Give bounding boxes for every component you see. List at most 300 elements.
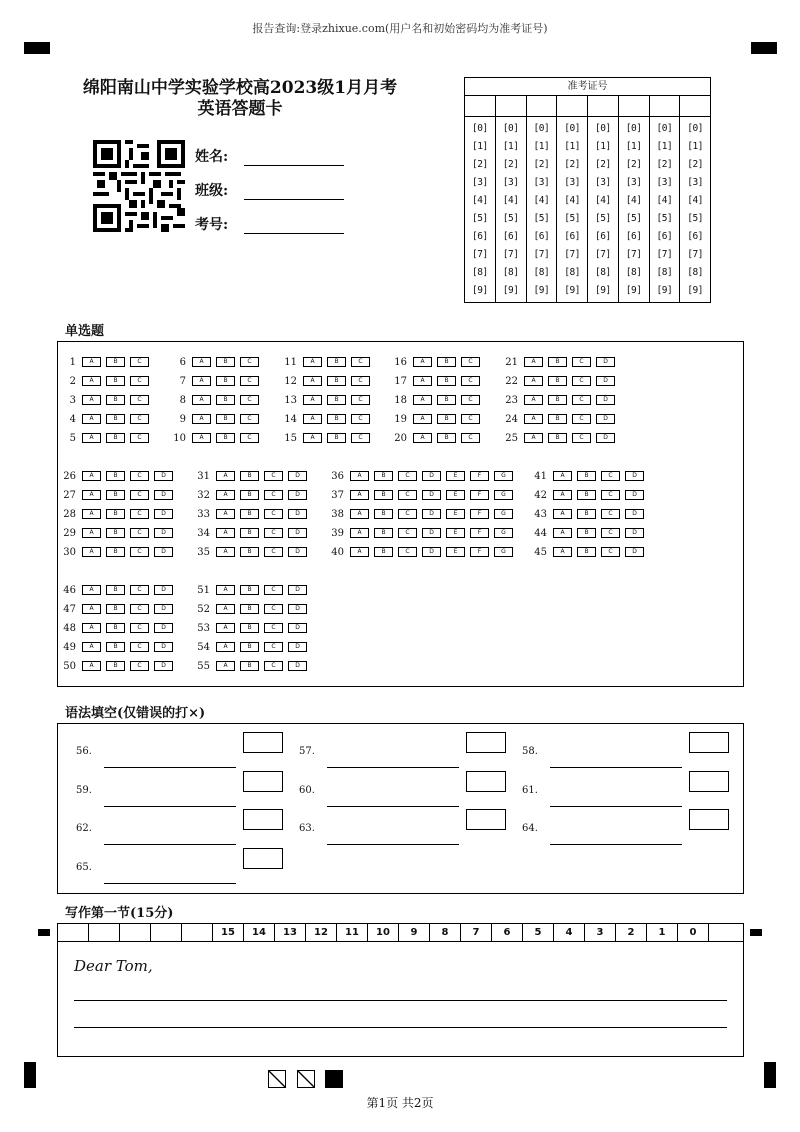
- answer-bubble-c[interactable]: C: [264, 661, 283, 671]
- answer-bubble-a[interactable]: A: [192, 433, 211, 443]
- exam-id-digit-bubble[interactable]: [0]: [595, 123, 611, 134]
- answer-bubble-a[interactable]: A: [553, 509, 572, 519]
- exam-id-digit-bubble[interactable]: [8]: [502, 267, 519, 278]
- answer-bubble-b[interactable]: B: [548, 357, 567, 367]
- exam-id-digit-bubble[interactable]: [2]: [656, 159, 673, 170]
- grammar-mark-box[interactable]: [466, 809, 506, 830]
- grammar-answer-line[interactable]: [104, 883, 236, 884]
- answer-bubble-a[interactable]: A: [82, 471, 101, 481]
- answer-bubble-a[interactable]: A: [216, 642, 235, 652]
- answer-bubble-c[interactable]: C: [264, 471, 283, 481]
- exam-id-digit-bubble[interactable]: [8]: [656, 267, 673, 278]
- answer-bubble-b[interactable]: B: [240, 604, 259, 614]
- answer-bubble-c[interactable]: C: [398, 547, 417, 557]
- answer-bubble-a[interactable]: A: [192, 357, 211, 367]
- score-cell[interactable]: 6: [492, 924, 523, 941]
- answer-bubble-b[interactable]: B: [106, 642, 125, 652]
- exam-id-digit-bubble[interactable]: [2]: [564, 159, 580, 170]
- answer-bubble-a[interactable]: A: [350, 528, 369, 538]
- score-cell[interactable]: 5: [523, 924, 554, 941]
- exam-id-digit-bubble[interactable]: [1]: [533, 141, 550, 152]
- answer-bubble-a[interactable]: A: [524, 433, 543, 443]
- answer-bubble-b[interactable]: B: [374, 528, 393, 538]
- exam-id-digit-bubble[interactable]: [9]: [595, 285, 611, 296]
- exam-id-digit-bubble[interactable]: [1]: [564, 141, 580, 152]
- answer-bubble-b[interactable]: B: [106, 623, 125, 633]
- answer-bubble-a[interactable]: A: [350, 547, 369, 557]
- answer-bubble-f[interactable]: F: [470, 509, 489, 519]
- exam-id-digit-bubble[interactable]: [4]: [687, 195, 703, 206]
- class-line[interactable]: [244, 186, 344, 200]
- exam-id-digit-bubble[interactable]: [8]: [533, 267, 550, 278]
- writing-line[interactable]: [74, 1027, 727, 1028]
- exam-id-digit-bubble[interactable]: [4]: [625, 195, 642, 206]
- answer-bubble-c[interactable]: C: [130, 357, 149, 367]
- answer-bubble-c[interactable]: C: [240, 433, 259, 443]
- answer-bubble-b[interactable]: B: [437, 395, 456, 405]
- class-field[interactable]: [195, 180, 344, 200]
- exam-id-digit-bubble[interactable]: [7]: [564, 249, 580, 260]
- exam-id-digit-bubble[interactable]: [6]: [564, 231, 580, 242]
- exam-id-digit-bubble[interactable]: [0]: [656, 123, 673, 134]
- answer-bubble-c[interactable]: C: [130, 376, 149, 386]
- exam-id-digit-bubble[interactable]: [4]: [595, 195, 611, 206]
- answer-bubble-b[interactable]: B: [106, 395, 125, 405]
- answer-bubble-c[interactable]: C: [572, 433, 591, 443]
- answer-bubble-a[interactable]: A: [303, 433, 322, 443]
- answer-bubble-b[interactable]: B: [577, 509, 596, 519]
- answer-bubble-d[interactable]: D: [288, 661, 307, 671]
- answer-bubble-e[interactable]: E: [446, 471, 465, 481]
- exam-id-digit-box[interactable]: [680, 96, 710, 116]
- answer-bubble-c[interactable]: C: [264, 490, 283, 500]
- exam-id-digit-bubble[interactable]: [9]: [564, 285, 580, 296]
- exam-id-digit-box[interactable]: [496, 96, 527, 116]
- answer-bubble-b[interactable]: B: [240, 528, 259, 538]
- answer-bubble-b[interactable]: B: [327, 414, 346, 424]
- answer-bubble-d[interactable]: D: [422, 490, 441, 500]
- exam-id-digit-bubble[interactable]: [1]: [656, 141, 673, 152]
- exam-id-digit-bubble[interactable]: [5]: [502, 213, 519, 224]
- answer-bubble-e[interactable]: E: [446, 547, 465, 557]
- name-field[interactable]: [195, 146, 344, 166]
- exam-id-digit-bubble[interactable]: [3]: [564, 177, 580, 188]
- grammar-mark-box[interactable]: [689, 771, 729, 792]
- exam-id-digit-bubble[interactable]: [2]: [533, 159, 550, 170]
- exam-id-digit-bubble[interactable]: [4]: [502, 195, 519, 206]
- exam-id-digit-bubble[interactable]: [7]: [502, 249, 519, 260]
- exam-id-digit-bubble[interactable]: [7]: [595, 249, 611, 260]
- answer-bubble-c[interactable]: C: [398, 528, 417, 538]
- exam-id-digit-bubble[interactable]: [1]: [687, 141, 703, 152]
- exam-id-digit-bubble[interactable]: [0]: [625, 123, 642, 134]
- score-cell[interactable]: 1: [647, 924, 678, 941]
- grammar-mark-box[interactable]: [689, 732, 729, 753]
- exam-id-digit-bubble[interactable]: [1]: [595, 141, 611, 152]
- answer-bubble-d[interactable]: D: [288, 623, 307, 633]
- exam-id-digit-bubble[interactable]: [4]: [472, 195, 488, 206]
- answer-bubble-d[interactable]: D: [422, 471, 441, 481]
- answer-bubble-a[interactable]: A: [82, 376, 101, 386]
- answer-bubble-b[interactable]: B: [106, 414, 125, 424]
- exam-id-digit-bubble[interactable]: [8]: [687, 267, 703, 278]
- exam-id-digit-bubble[interactable]: [2]: [472, 159, 488, 170]
- answer-bubble-a[interactable]: A: [350, 471, 369, 481]
- grammar-answer-line[interactable]: [104, 767, 236, 768]
- exam-id-digit-bubble[interactable]: [6]: [625, 231, 642, 242]
- answer-bubble-c[interactable]: C: [130, 528, 149, 538]
- exam-id-digit-bubble[interactable]: [5]: [595, 213, 611, 224]
- exam-id-digit-bubble[interactable]: [4]: [564, 195, 580, 206]
- exam-id-digit-bubble[interactable]: [5]: [625, 213, 642, 224]
- exam-number-field[interactable]: [195, 214, 344, 234]
- answer-bubble-a[interactable]: A: [413, 376, 432, 386]
- answer-bubble-b[interactable]: B: [106, 528, 125, 538]
- answer-bubble-d[interactable]: D: [288, 604, 307, 614]
- answer-bubble-b[interactable]: B: [106, 585, 125, 595]
- answer-bubble-c[interactable]: C: [264, 547, 283, 557]
- answer-bubble-f[interactable]: F: [470, 471, 489, 481]
- exam-id-digit-box[interactable]: [527, 96, 558, 116]
- answer-bubble-d[interactable]: D: [154, 661, 173, 671]
- score-cell[interactable]: 2: [616, 924, 647, 941]
- exam-id-digit-bubble[interactable]: [2]: [595, 159, 611, 170]
- exam-id-digit-box[interactable]: [619, 96, 650, 116]
- answer-bubble-d[interactable]: D: [154, 528, 173, 538]
- exam-id-digit-bubble[interactable]: [3]: [533, 177, 550, 188]
- answer-bubble-c[interactable]: C: [130, 642, 149, 652]
- answer-bubble-b[interactable]: B: [548, 376, 567, 386]
- answer-bubble-b[interactable]: B: [240, 642, 259, 652]
- answer-bubble-a[interactable]: A: [216, 528, 235, 538]
- answer-bubble-a[interactable]: A: [413, 357, 432, 367]
- answer-bubble-a[interactable]: A: [303, 357, 322, 367]
- score-cell[interactable]: 7: [461, 924, 492, 941]
- answer-bubble-a[interactable]: A: [524, 395, 543, 405]
- answer-bubble-d[interactable]: D: [625, 471, 644, 481]
- answer-bubble-a[interactable]: A: [350, 509, 369, 519]
- grammar-mark-box[interactable]: [466, 771, 506, 792]
- exam-id-digit-bubble[interactable]: [8]: [595, 267, 611, 278]
- answer-bubble-d[interactable]: D: [288, 471, 307, 481]
- answer-bubble-a[interactable]: A: [413, 433, 432, 443]
- answer-bubble-c[interactable]: C: [130, 547, 149, 557]
- exam-id-digit-bubble[interactable]: [0]: [687, 123, 703, 134]
- answer-bubble-c[interactable]: C: [264, 585, 283, 595]
- answer-bubble-b[interactable]: B: [216, 433, 235, 443]
- answer-bubble-a[interactable]: A: [303, 395, 322, 405]
- answer-bubble-b[interactable]: B: [548, 414, 567, 424]
- answer-bubble-a[interactable]: A: [82, 623, 101, 633]
- exam-id-digit-box[interactable]: [588, 96, 619, 116]
- name-line[interactable]: [244, 152, 344, 166]
- answer-bubble-b[interactable]: B: [240, 585, 259, 595]
- answer-bubble-d[interactable]: D: [154, 585, 173, 595]
- exam-id-digit-bubble[interactable]: [5]: [687, 213, 703, 224]
- answer-bubble-a[interactable]: A: [413, 395, 432, 405]
- answer-bubble-a[interactable]: A: [192, 395, 211, 405]
- answer-bubble-c[interactable]: C: [601, 490, 620, 500]
- answer-bubble-d[interactable]: D: [288, 585, 307, 595]
- answer-bubble-b[interactable]: B: [240, 623, 259, 633]
- grammar-answer-line[interactable]: [327, 806, 459, 807]
- answer-bubble-d[interactable]: D: [154, 604, 173, 614]
- answer-bubble-b[interactable]: B: [240, 661, 259, 671]
- exam-id-digit-bubble[interactable]: [1]: [472, 141, 488, 152]
- answer-bubble-c[interactable]: C: [130, 585, 149, 595]
- grammar-answer-line[interactable]: [550, 806, 682, 807]
- exam-id-digit-bubble[interactable]: [8]: [564, 267, 580, 278]
- answer-bubble-c[interactable]: C: [398, 471, 417, 481]
- answer-bubble-d[interactable]: D: [596, 414, 615, 424]
- answer-bubble-b[interactable]: B: [577, 547, 596, 557]
- answer-bubble-a[interactable]: A: [82, 661, 101, 671]
- answer-bubble-c[interactable]: C: [461, 395, 480, 405]
- answer-bubble-b[interactable]: B: [327, 376, 346, 386]
- answer-bubble-a[interactable]: A: [82, 490, 101, 500]
- answer-bubble-b[interactable]: B: [327, 357, 346, 367]
- answer-bubble-b[interactable]: B: [437, 414, 456, 424]
- exam-id-digit-bubble[interactable]: [7]: [687, 249, 703, 260]
- answer-bubble-a[interactable]: A: [216, 509, 235, 519]
- answer-bubble-c[interactable]: C: [572, 395, 591, 405]
- answer-bubble-d[interactable]: D: [625, 509, 644, 519]
- answer-bubble-a[interactable]: A: [216, 471, 235, 481]
- answer-bubble-b[interactable]: B: [577, 490, 596, 500]
- answer-bubble-c[interactable]: C: [351, 414, 370, 424]
- answer-bubble-a[interactable]: A: [216, 623, 235, 633]
- answer-bubble-a[interactable]: A: [216, 585, 235, 595]
- exam-id-digit-bubble[interactable]: [0]: [533, 123, 550, 134]
- answer-bubble-a[interactable]: A: [553, 490, 572, 500]
- answer-bubble-b[interactable]: B: [240, 509, 259, 519]
- exam-id-digit-bubble[interactable]: [3]: [687, 177, 703, 188]
- answer-bubble-c[interactable]: C: [264, 623, 283, 633]
- answer-bubble-c[interactable]: C: [240, 357, 259, 367]
- answer-bubble-a[interactable]: A: [303, 414, 322, 424]
- exam-id-digit-bubble[interactable]: [6]: [502, 231, 519, 242]
- score-cell[interactable]: 10: [368, 924, 399, 941]
- exam-id-digit-bubble[interactable]: [5]: [472, 213, 488, 224]
- answer-bubble-b[interactable]: B: [374, 471, 393, 481]
- answer-bubble-a[interactable]: A: [82, 642, 101, 652]
- answer-bubble-c[interactable]: C: [398, 509, 417, 519]
- answer-bubble-b[interactable]: B: [327, 433, 346, 443]
- answer-bubble-a[interactable]: A: [82, 585, 101, 595]
- answer-bubble-b[interactable]: B: [106, 490, 125, 500]
- answer-bubble-b[interactable]: B: [106, 547, 125, 557]
- answer-bubble-c[interactable]: C: [264, 528, 283, 538]
- answer-bubble-a[interactable]: A: [192, 376, 211, 386]
- answer-bubble-a[interactable]: A: [82, 357, 101, 367]
- answer-bubble-f[interactable]: F: [470, 528, 489, 538]
- answer-bubble-b[interactable]: B: [106, 604, 125, 614]
- exam-id-digit-bubble[interactable]: [9]: [625, 285, 642, 296]
- answer-bubble-c[interactable]: C: [351, 395, 370, 405]
- answer-bubble-d[interactable]: D: [154, 642, 173, 652]
- exam-id-digit-bubble[interactable]: [8]: [625, 267, 642, 278]
- answer-bubble-c[interactable]: C: [572, 376, 591, 386]
- answer-bubble-c[interactable]: C: [351, 433, 370, 443]
- answer-bubble-d[interactable]: D: [288, 509, 307, 519]
- answer-bubble-b[interactable]: B: [106, 471, 125, 481]
- answer-bubble-b[interactable]: B: [106, 509, 125, 519]
- answer-bubble-d[interactable]: D: [154, 547, 173, 557]
- answer-bubble-e[interactable]: E: [446, 509, 465, 519]
- grammar-mark-box[interactable]: [243, 732, 283, 753]
- grammar-mark-box[interactable]: [243, 809, 283, 830]
- answer-bubble-c[interactable]: C: [130, 433, 149, 443]
- answer-bubble-a[interactable]: A: [82, 547, 101, 557]
- answer-bubble-b[interactable]: B: [240, 490, 259, 500]
- answer-bubble-f[interactable]: F: [470, 547, 489, 557]
- exam-id-digit-bubble[interactable]: [1]: [625, 141, 642, 152]
- answer-bubble-b[interactable]: B: [106, 357, 125, 367]
- answer-bubble-d[interactable]: D: [288, 547, 307, 557]
- exam-id-digit-box[interactable]: [557, 96, 588, 116]
- answer-bubble-d[interactable]: D: [596, 376, 615, 386]
- answer-bubble-d[interactable]: D: [596, 433, 615, 443]
- answer-bubble-c[interactable]: C: [240, 414, 259, 424]
- exam-id-digit-bubble[interactable]: [2]: [625, 159, 642, 170]
- answer-bubble-g[interactable]: G: [494, 509, 513, 519]
- exam-id-digit-bubble[interactable]: [0]: [564, 123, 580, 134]
- exam-id-digit-bubble[interactable]: [5]: [564, 213, 580, 224]
- exam-id-digit-bubble[interactable]: [4]: [533, 195, 550, 206]
- answer-bubble-a[interactable]: A: [553, 528, 572, 538]
- answer-bubble-g[interactable]: G: [494, 471, 513, 481]
- answer-bubble-d[interactable]: D: [422, 547, 441, 557]
- answer-bubble-d[interactable]: D: [596, 357, 615, 367]
- answer-bubble-a[interactable]: A: [524, 357, 543, 367]
- answer-bubble-d[interactable]: D: [596, 395, 615, 405]
- exam-id-digit-bubble[interactable]: [1]: [502, 141, 519, 152]
- answer-bubble-a[interactable]: A: [192, 414, 211, 424]
- exam-id-digit-bubble[interactable]: [7]: [533, 249, 550, 260]
- answer-bubble-c[interactable]: C: [572, 357, 591, 367]
- answer-bubble-c[interactable]: C: [130, 604, 149, 614]
- answer-bubble-d[interactable]: D: [154, 471, 173, 481]
- answer-bubble-a[interactable]: A: [82, 395, 101, 405]
- score-cell[interactable]: 0: [678, 924, 709, 941]
- answer-bubble-b[interactable]: B: [106, 376, 125, 386]
- score-cell[interactable]: 4: [554, 924, 585, 941]
- answer-bubble-d[interactable]: D: [288, 642, 307, 652]
- answer-bubble-b[interactable]: B: [437, 357, 456, 367]
- answer-bubble-d[interactable]: D: [288, 528, 307, 538]
- answer-bubble-c[interactable]: C: [240, 395, 259, 405]
- answer-bubble-a[interactable]: A: [82, 414, 101, 424]
- exam-id-digit-bubble[interactable]: [0]: [472, 123, 488, 134]
- answer-bubble-c[interactable]: C: [130, 490, 149, 500]
- exam-id-digit-bubble[interactable]: [3]: [656, 177, 673, 188]
- score-cell[interactable]: 11: [337, 924, 368, 941]
- exam-number-line[interactable]: [244, 220, 344, 234]
- exam-id-digit-bubble[interactable]: [7]: [625, 249, 642, 260]
- exam-id-digit-bubble[interactable]: [9]: [472, 285, 488, 296]
- answer-bubble-c[interactable]: C: [351, 376, 370, 386]
- exam-id-digit-bubble[interactable]: [5]: [656, 213, 673, 224]
- answer-bubble-a[interactable]: A: [553, 547, 572, 557]
- answer-bubble-a[interactable]: A: [82, 528, 101, 538]
- exam-id-digit-bubble[interactable]: [7]: [656, 249, 673, 260]
- answer-bubble-c[interactable]: C: [130, 395, 149, 405]
- score-cell[interactable]: 12: [306, 924, 337, 941]
- answer-bubble-d[interactable]: D: [154, 509, 173, 519]
- grammar-mark-box[interactable]: [689, 809, 729, 830]
- answer-bubble-c[interactable]: C: [130, 471, 149, 481]
- answer-bubble-c[interactable]: C: [130, 623, 149, 633]
- answer-bubble-a[interactable]: A: [216, 661, 235, 671]
- answer-bubble-a[interactable]: A: [524, 376, 543, 386]
- exam-id-digit-bubble[interactable]: [3]: [472, 177, 488, 188]
- answer-bubble-a[interactable]: A: [553, 471, 572, 481]
- answer-bubble-c[interactable]: C: [240, 376, 259, 386]
- answer-bubble-b[interactable]: B: [577, 471, 596, 481]
- answer-bubble-b[interactable]: B: [106, 433, 125, 443]
- exam-id-digit-bubble[interactable]: [9]: [502, 285, 519, 296]
- grammar-answer-line[interactable]: [327, 844, 459, 845]
- answer-bubble-d[interactable]: D: [625, 528, 644, 538]
- exam-id-digit-bubble[interactable]: [6]: [533, 231, 550, 242]
- answer-bubble-c[interactable]: C: [264, 509, 283, 519]
- grammar-answer-line[interactable]: [104, 844, 236, 845]
- answer-bubble-b[interactable]: B: [548, 433, 567, 443]
- answer-bubble-b[interactable]: B: [106, 661, 125, 671]
- answer-bubble-b[interactable]: B: [216, 376, 235, 386]
- writing-area[interactable]: [57, 941, 744, 1057]
- answer-bubble-b[interactable]: B: [374, 490, 393, 500]
- grammar-answer-line[interactable]: [550, 767, 682, 768]
- score-cell[interactable]: 3: [585, 924, 616, 941]
- exam-id-digit-bubble[interactable]: [3]: [625, 177, 642, 188]
- exam-id-digit-bubble[interactable]: [6]: [595, 231, 611, 242]
- answer-bubble-b[interactable]: B: [240, 471, 259, 481]
- answer-bubble-a[interactable]: A: [82, 604, 101, 614]
- answer-bubble-b[interactable]: B: [240, 547, 259, 557]
- answer-bubble-c[interactable]: C: [130, 661, 149, 671]
- answer-bubble-e[interactable]: E: [446, 528, 465, 538]
- score-cell[interactable]: 15: [213, 924, 244, 941]
- answer-bubble-a[interactable]: A: [413, 414, 432, 424]
- answer-bubble-b[interactable]: B: [577, 528, 596, 538]
- grammar-mark-box[interactable]: [243, 848, 283, 869]
- answer-bubble-c[interactable]: C: [264, 642, 283, 652]
- exam-id-digit-bubble[interactable]: [7]: [472, 249, 488, 260]
- exam-id-digit-bubble[interactable]: [6]: [656, 231, 673, 242]
- answer-bubble-c[interactable]: C: [461, 357, 480, 367]
- answer-bubble-c[interactable]: C: [601, 471, 620, 481]
- answer-bubble-c[interactable]: C: [572, 414, 591, 424]
- answer-bubble-d[interactable]: D: [625, 490, 644, 500]
- exam-id-digit-bubble[interactable]: [9]: [656, 285, 673, 296]
- answer-bubble-a[interactable]: A: [216, 604, 235, 614]
- answer-bubble-g[interactable]: G: [494, 528, 513, 538]
- exam-id-digit-bubble[interactable]: [9]: [533, 285, 550, 296]
- exam-id-digit-bubble[interactable]: [3]: [502, 177, 519, 188]
- answer-bubble-b[interactable]: B: [374, 547, 393, 557]
- exam-id-digit-bubble[interactable]: [6]: [472, 231, 488, 242]
- answer-bubble-c[interactable]: C: [130, 509, 149, 519]
- grammar-answer-line[interactable]: [104, 806, 236, 807]
- exam-id-digit-bubble[interactable]: [5]: [533, 213, 550, 224]
- answer-bubble-c[interactable]: C: [601, 509, 620, 519]
- answer-bubble-a[interactable]: A: [82, 433, 101, 443]
- answer-bubble-c[interactable]: C: [264, 604, 283, 614]
- exam-id-digit-box[interactable]: [650, 96, 681, 116]
- exam-id-digit-box[interactable]: [465, 96, 496, 116]
- score-cell[interactable]: 9: [399, 924, 430, 941]
